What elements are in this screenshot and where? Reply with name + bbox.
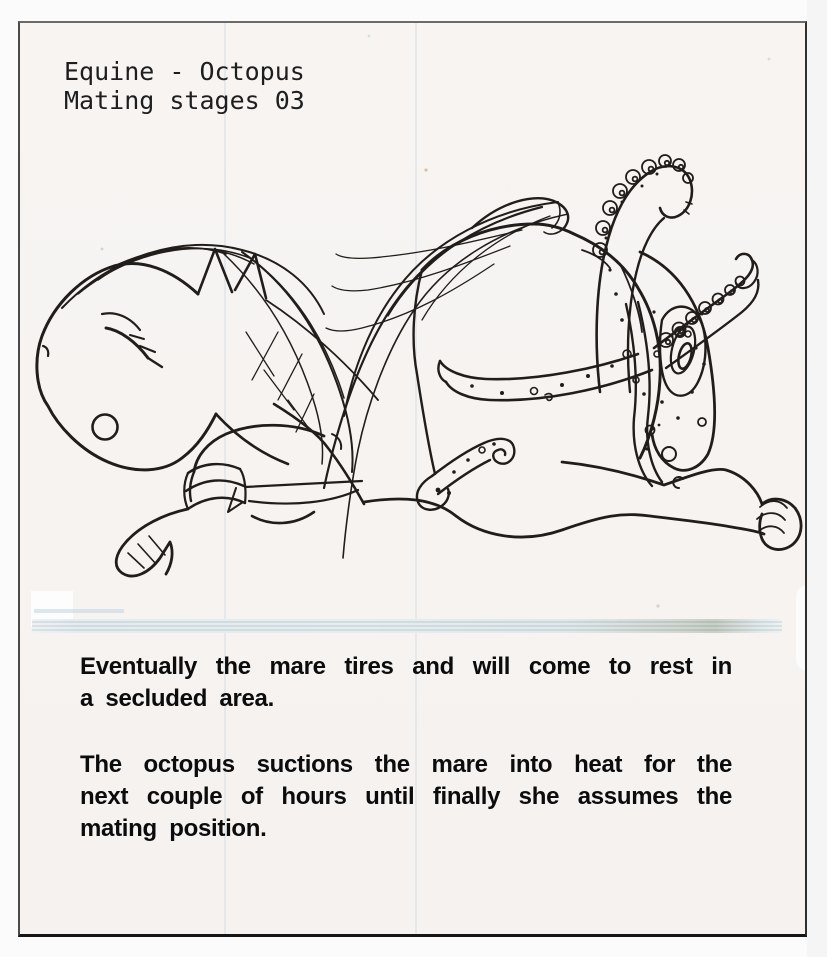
octopus-figure [417, 155, 758, 510]
scan-right-margin [807, 0, 827, 957]
caption-paragraph-2 [80, 749, 732, 845]
title-line-2: Mating stages 03 [64, 86, 305, 115]
scanned-page [18, 21, 807, 937]
caption-line: mating position. [80, 815, 267, 842]
caption-line: The octopus suctions the mare into heat for the [80, 751, 732, 778]
caption-line: Eventually the mare tires and will come to rest in [80, 653, 732, 680]
caption-line: next couple of hours until finally she assumes the [80, 783, 732, 810]
caption-paragraph-1 [80, 651, 732, 715]
caption-line: a secluded area. [80, 685, 274, 712]
title-line-1: Equine - Octopus [64, 57, 305, 86]
tentacle-curl-dots [436, 442, 496, 495]
